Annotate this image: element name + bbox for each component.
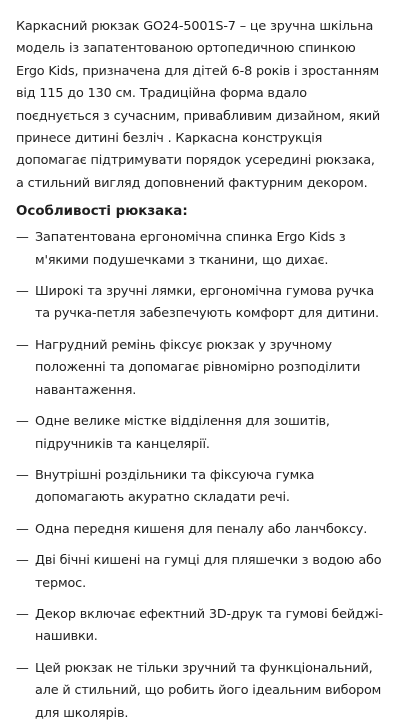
feature-text: Широкі та зручні лямки, ергономічна гумова ручка та ручка-петля забезпечують комфорт для дитини. — [35, 284, 379, 322]
dash-bullet: — — [16, 337, 29, 353]
feature-item — [16, 519, 386, 541]
feature-text: Нагрудний ремінь фіксує рюкзак у зручному положенні та допомагає рівномірно розподілити навантаження. — [35, 337, 361, 398]
dash-bullet: — — [16, 467, 29, 483]
feature-item — [16, 411, 386, 456]
feature-item — [16, 335, 386, 402]
dash-bullet: — — [16, 606, 29, 622]
feature-text: Одна передня кишеня для пеналу або ланчбоксу. — [35, 521, 368, 537]
product-description — [16, 16, 386, 725]
feature-item — [16, 550, 386, 595]
feature-text: Дві бічні кишені на гумці для пляшечки з водою або термос. — [35, 553, 382, 591]
dash-bullet: — — [16, 553, 29, 569]
features-heading: Особливості рюкзака: — [16, 204, 188, 220]
feature-text: Запатентована ергономічна спинка Ergo Kids з м'якими подушечками з тканини, що дихає. — [35, 230, 346, 268]
dash-bullet: — — [16, 284, 29, 300]
feature-item — [16, 604, 386, 649]
feature-item — [16, 281, 386, 326]
feature-item — [16, 227, 386, 272]
dash-bullet: — — [16, 521, 29, 537]
description-intro: Каркасний рюкзак GO24-5001S-7 – це зручна шкільна модель із запатентованою ортопедичною спинкою Ergo Kids, призначена для дітей 6-8 років і зростанням від 115 до 130 см. Традиційна форма вдало поєднується з сучасним, привабливим дизайном, який принесе дитині безліч . Каркасна конструкція допомагає підтримувати порядок усередині рюкзака, а стильний вигляд доповнений фактурним декором. — [16, 19, 381, 191]
dash-bullet: — — [16, 230, 29, 246]
features-list — [16, 227, 386, 725]
feature-item — [16, 658, 386, 725]
dash-bullet: — — [16, 414, 29, 430]
feature-text: Одне велике містке відділення для зошитів, підручників та канцелярії. — [35, 414, 330, 452]
feature-item — [16, 465, 386, 510]
feature-text: Внутрішні роздільники та фіксуюча гумка допомагають акуратно складати речі. — [35, 467, 315, 506]
feature-text: Цей рюкзак не тільки зручний та функціональний, але й стильний, що робить його ідеальним вибором для школярів. — [35, 660, 382, 721]
dash-bullet: — — [16, 660, 29, 676]
feature-text: Декор включає ефектний 3D-друк та гумові бейджі-нашивки. — [35, 606, 383, 645]
